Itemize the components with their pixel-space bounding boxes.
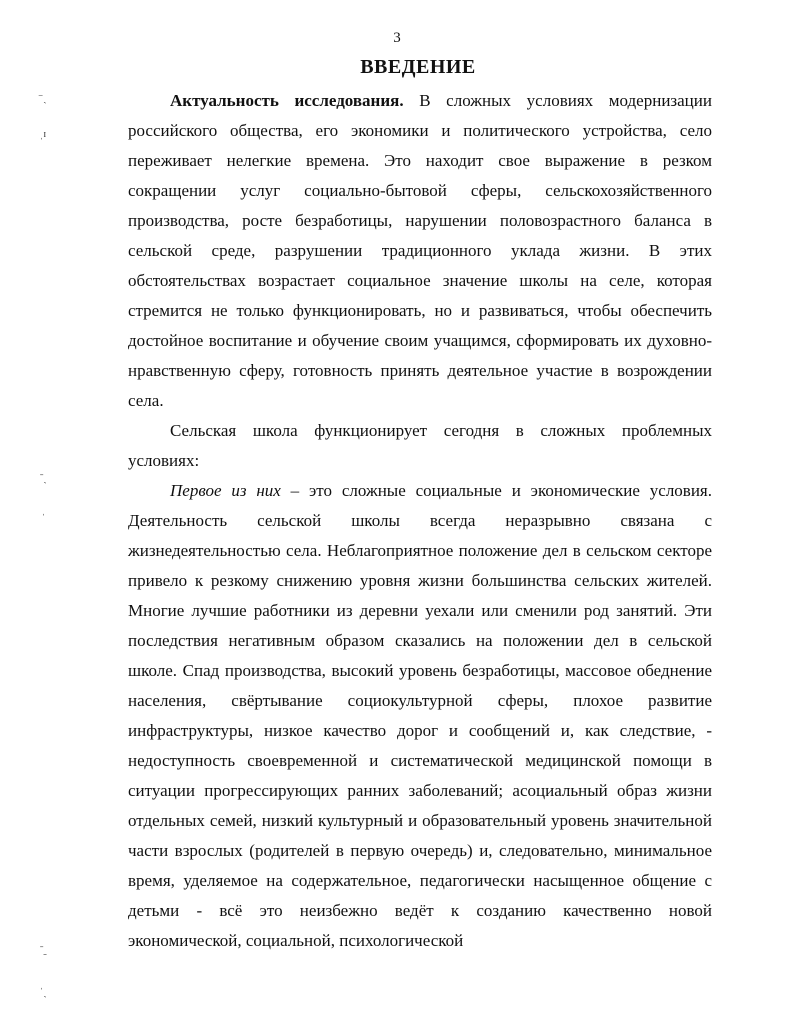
scan-artifact-mark: ˌɪ (40, 129, 47, 140)
paragraph-conditions (128, 416, 712, 476)
scan-artifact-mark: ˉˎ (40, 473, 47, 484)
paragraph-text: В сложных условиях модернизации российского общества, его экономики и политического устройства, село переживает нелегкие времена. Это находит свое выражение в резком сокращении услуг социально-бытовой сферы, сельскохозяйственного производства, росте безработицы, нарушении половозрастного баланса в сельской среде, разрушении традиционного уклада жизни. В этих обстоятельствах возрастает социальное значение школы на селе, которая стремится не только функционировать, но и развиваться, чтобы обеспечить достойное воспитание и обучение своим учащимся, сформировать их духовно-нравственную сферу, готовность принять деятельное участие в возрождении села. (128, 91, 712, 410)
scan-artifact-mark: ˈˎ (40, 987, 47, 998)
scan-artifact-mark: ˉˍ (40, 945, 47, 956)
scan-artifact-mark: ˈ (42, 513, 46, 524)
paragraph-relevance (128, 86, 712, 416)
paragraph-lead: Актуальность исследования. (170, 91, 404, 110)
page-title: ВВЕДЕНИЕ (360, 56, 476, 78)
paragraph-emphasis: Первое из них (170, 481, 281, 500)
scan-artifact-mark: ⁻ˎ (38, 93, 47, 104)
paragraph-text: – это сложные социальные и экономические условия. Деятельность сельской школы всегда неразрывно связана с жизнедеятельностью села. Неблагоприятное положение дел в сельском секторе привело к резкому снижению уровня жизни большинства сельских жителей. Многие лучшие работники из деревни уехали или сменили род занятий. Эти последствия негативным образом сказались на положении дел в сельской школе. Спад производства, высокий уровень безработицы, массовое обеднение населения, свёртывание социокультурной сферы, плохое развитие инфраструктуры, низкое качество дорог и сообщений и, как следствие, - недоступность своевременной и систематической медицинской помощи в ситуации прогрессирующих ранних заболеваний; асоциальный образ жизни отдельных семей, низкий культурный и образовательный уровень значительной части взрослых (родителей в первую очередь) и, следовательно, минимальное время, уделяемое на содержательное, педагогически насыщенное общение с детьми - всё это неизбежно ведёт к созданию качественно новой экономической, социальной, психологической (128, 481, 712, 950)
paragraph-first-condition (128, 476, 712, 956)
document-body (128, 86, 712, 956)
page-number: 3 (393, 30, 401, 46)
paragraph-text: Сельская школа функционирует сегодня в сложных проблемных условиях: (128, 421, 712, 470)
